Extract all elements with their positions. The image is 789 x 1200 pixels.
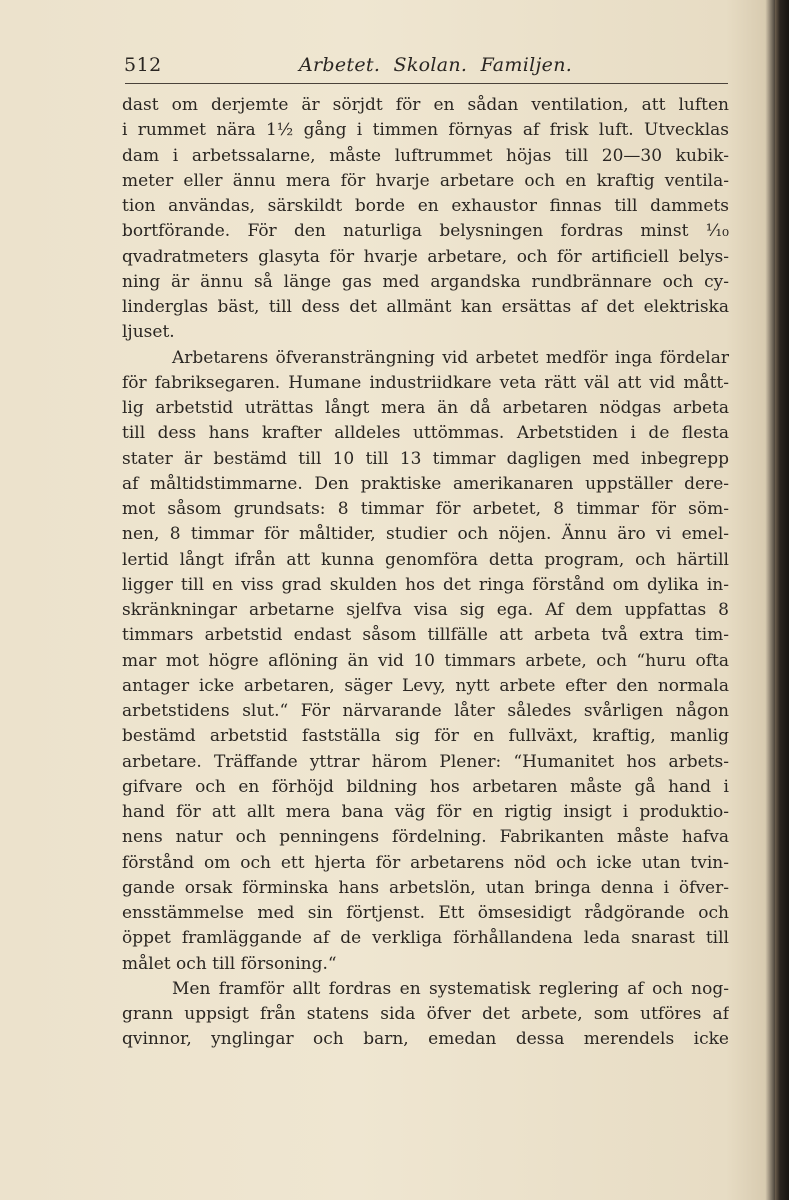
text-line: hand för att allt mera bana väg för en rigtig insigt i produktio- [122,802,729,822]
text-line: arbetare. Träffande yttrar härom Plener: “Humanitet hos arbets- [122,751,729,772]
running-title: Arbetet. Skolan. Familjen. [299,54,573,76]
text-line: målet och till försoning.“ [122,953,337,974]
text-line: grann uppsigt från statens sida öfver det arbete, som utföres af [122,1004,729,1024]
text-line: förstånd om och ett hjerta för arbetarens nöd och icke utan tvin- [122,852,729,873]
text-line: gande orsak förminska hans arbetslön, utan bringa denna i öfver- [122,877,729,898]
text-line: ligger till en viss grad skulden hos det ringa förstånd om dylika in- [122,574,729,595]
header-rule [125,83,728,84]
page-header [124,46,729,80]
text-line: ning är ännu så länge gas med argandska rundbrännare och cy- [122,271,729,292]
text-line: Arbetarens öfveransträngning vid arbetet medför inga fördelar [172,347,729,368]
text-line: qvinnor, ynglingar och barn, emedan dessa merendels icke [122,1029,729,1050]
text-line: antager icke arbetaren, säger Levy, nytt arbete efter den normala [122,675,729,696]
text-line: timmars arbetstid endast såsom tillfälle att arbeta två extra tim- [122,625,729,646]
text-line: linderglas bäst, till dess det allmänt kan ersättas af det elektriska [122,297,729,317]
text-line: nens natur och penningens fördelning. Fabrikanten måste hafva [122,827,729,848]
book-spine-shadow [775,0,789,1200]
body-text [122,93,729,1053]
page-number: 512 [124,54,162,76]
text-line: stater är bestämd till 10 till 13 timmar dagligen med inbegrepp [122,448,729,469]
text-line: mar mot högre aflöning än vid 10 timmars arbete, och “huru ofta [122,650,729,671]
text-line: i rummet nära 1½ gång i timmen förnyas af frisk luft. Utvecklas [122,120,729,141]
text-line: meter eller ännu mera för hvarje arbetare och en kraftig ventila- [122,170,729,191]
text-line: öppet framläggande af de verkliga förhållandena leda snarast till [122,928,729,949]
text-line: mot såsom grundsats: 8 timmar för arbetet, 8 timmar för söm- [122,499,729,519]
text-line: Men framför allt fordras en systematisk reglering af och nog- [172,978,729,999]
text-line: ensstämmelse med sin förtjenst. Ett ömsesidigt rådgörande och [122,903,729,923]
text-line: dast om derjemte är sörjdt för en sådan ventilation, att luften [122,95,729,115]
text-line: arbetstidens slut.“ För närvarande låter således svårligen någon [122,701,729,721]
text-line: qvadratmeters glasyta för hvarje arbetare, och för artificiell belys- [122,246,729,267]
text-line: af måltidstimmarne. Den praktiske amerikanaren uppställer dere- [122,473,729,494]
text-line: för fabriksegaren. Humane industriidkare veta rätt väl att vid mått- [122,372,729,393]
text-line: dam i arbetssalarne, måste luftrummet höjas till 20—30 kubik- [122,145,729,166]
text-line: bortförande. För den naturliga belysningen fordras minst ¹⁄₁₀ [122,221,729,242]
text-line: lertid långt ifrån att kunna genomföra detta program, och härtill [122,549,729,570]
text-line: lig arbetstid uträttas långt mera än då arbetaren nödgas arbeta [122,398,729,418]
text-line: till dess hans krafter alldeles uttömmas. Arbetstiden i de flesta [122,423,729,444]
text-line: gifvare och en förhöjd bildning hos arbetaren måste gå hand i [122,776,729,797]
text-line: tion användas, särskildt borde en exhaustor finnas till dammets [122,196,729,216]
text-line: skränkningar arbetarne sjelfva visa sig ega. Af dem uppfattas 8 [122,600,729,620]
text-line: bestämd arbetstid fastställa sig för en fullväxt, kraftig, manlig [122,726,729,747]
text-line: nen, 8 timmar för måltider, studier och nöjen. Ännu äro vi emel- [122,524,729,545]
text-line: ljuset. [122,322,175,343]
